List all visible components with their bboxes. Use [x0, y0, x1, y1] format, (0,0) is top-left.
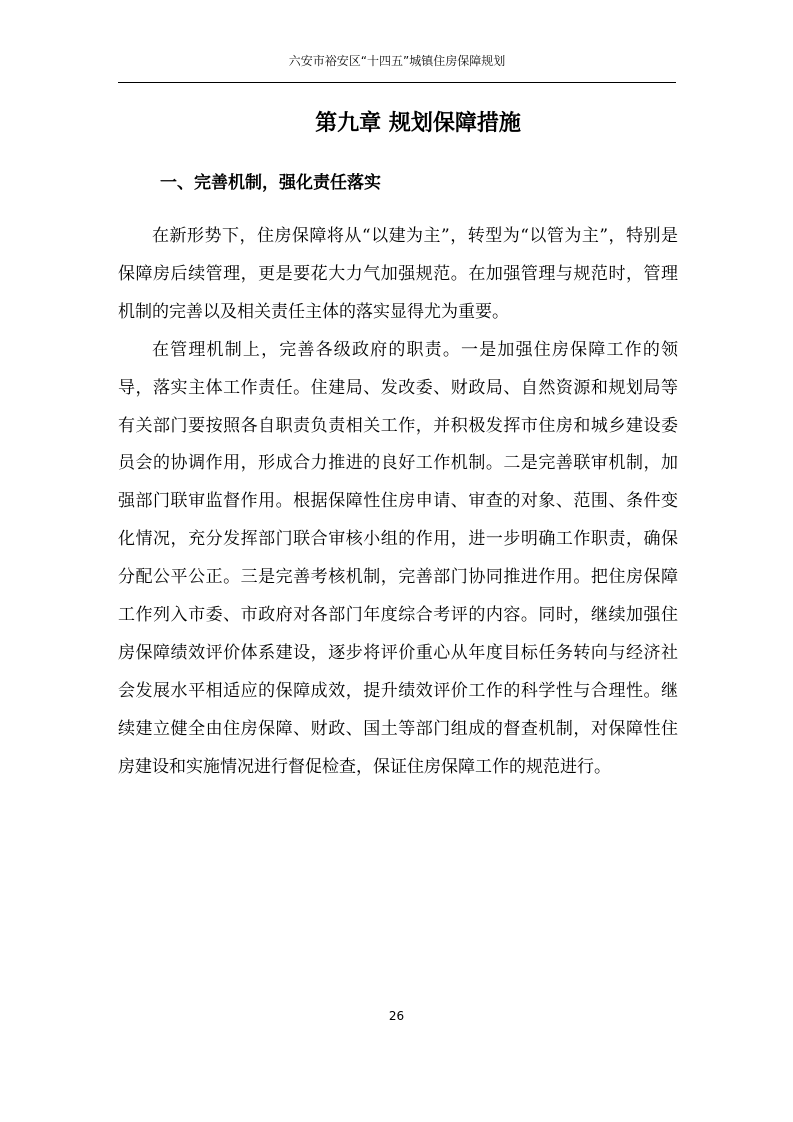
paragraph-2: 在管理机制上，完善各级政府的职责。一是加强住房保障工作的领导，落实主体工作责任。住建局、发改委、财政局、自然资源和规划局等有关部门要按照各自职责负责相关工作，并积极发挥市住房和城乡建设委员会的协调作用，形成合力推进的良好工作机制。二是完善联审机制，加强部门联审监督作用。根据保障性住房申请、审查的对象、范围、条件变化情况，充分发挥部门联合审核小组的作用，进一步明确工作职责，确保分配公平公正。三是完善考核机制，完善部门协同推进作用。把住房保障工作列入市委、市政府对各部门年度综合考评的内容。同时，继续加强住房保障绩效评价体系建设，逐步将评价重心从年度目标任务转向与经济社会发展水平相适应的保障成效，提升绩效评价工作的科学性与合理性。继续建立健全由住房保障、财政、国土等部门组成的督查机制，对保障性住房建设和实施情况进行督促检查，保证住房保障工作的规范进行。 [118, 339, 678, 777]
page-number: 26 [388, 1009, 405, 1023]
running-header: 六安市裕安区“十四五”城镇住房保障规划 [288, 54, 506, 68]
header-rule [118, 82, 676, 83]
section-heading: 一、完善机制，强化责任落实 [160, 173, 381, 193]
paragraph-1: 在新形势下，住房保障将从“以建为主”，转型为“以管为主”，特别是保障房后续管理，更是要花大力气加强规范。在加强管理与规范时，管理机制的完善以及相关责任主体的落实显得尤为重要。 [118, 226, 678, 322]
chapter-title: 第九章 规划保障措施 [315, 111, 521, 136]
body-text [118, 218, 678, 787]
